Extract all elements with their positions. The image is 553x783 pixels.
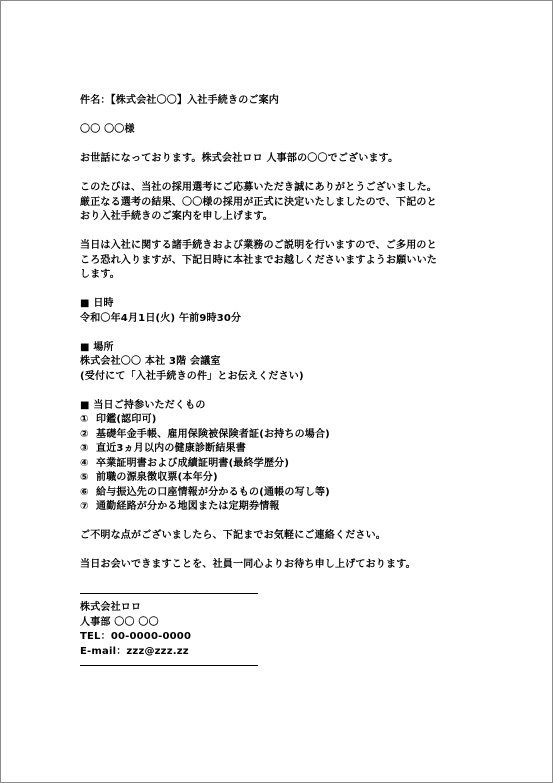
spacer <box>80 384 480 399</box>
list-item <box>80 413 480 428</box>
date-heading: ■ 日時 <box>80 298 114 309</box>
subject-line: 件名：【株式会社〇〇】入社手続きのご案内 <box>80 95 279 106</box>
item-number: ⑥ <box>80 486 89 498</box>
spacer <box>80 515 480 530</box>
letter-body <box>80 94 480 666</box>
list-item <box>80 471 480 486</box>
signature-email: E-mail：zzz@zzz.zz <box>80 645 189 657</box>
intro-line: このたびは、当社の採用選考にご応募いただき誠にありがとうございました。 <box>80 182 437 193</box>
item-text: 給与振込先の口座情報が分かるもの(通帳の写し等) <box>96 486 330 498</box>
item-text: 卒業証明書および成績証明書(最終学歴分) <box>96 457 290 469</box>
item-number: ⑤ <box>80 472 89 483</box>
intro-line: 厳正なる選考の結果、〇〇様の採用が正式に決定いたしましたので、下記のと <box>80 196 437 208</box>
place-note: (受付にて「入社手続きの件」とお伝えください) <box>80 370 304 382</box>
spacer <box>80 544 480 559</box>
place-value: 株式会社〇〇 本社 3階 会議室 <box>80 356 221 367</box>
item-number: ④ <box>80 457 89 469</box>
notice-line: ころ恐れ入りますが、下記日時に本社までお越しくださいますようお願いいた <box>80 254 437 266</box>
signature-department: 人事部 〇〇 〇〇 <box>80 616 159 628</box>
item-text: 基礎年金手帳、雇用保険被保険者証(お持ちの場合) <box>96 428 330 440</box>
list-item <box>80 500 480 515</box>
item-text: 通勤経路が分かる地図または定期券情報 <box>96 501 280 512</box>
item-text: 前職の源泉徴収票(本年分) <box>96 472 218 483</box>
spacer <box>80 573 480 588</box>
closing-text: 当日お会いできますことを、社員一同心よりお待ち申し上げております。 <box>80 559 416 570</box>
place-heading: ■ 場所 <box>80 341 114 353</box>
notice-line: します。 <box>80 269 120 280</box>
greeting-text: お世話になっております。株式会社ロロ 人事部の〇〇でございます。 <box>80 153 399 164</box>
spacer <box>80 167 480 182</box>
list-item <box>80 442 480 457</box>
list-item <box>80 428 480 443</box>
signature-company: 株式会社ロロ <box>80 602 142 613</box>
recipient-name: 〇〇 〇〇様 <box>80 124 135 135</box>
spacer <box>80 283 480 298</box>
spacer <box>80 138 480 153</box>
contact-note: ご不明な点がございましたら、下記までお気軽にご連絡ください。 <box>80 530 386 541</box>
spacer <box>80 109 480 124</box>
signature-divider-bottom <box>80 665 258 666</box>
item-number: ⑦ <box>80 501 89 512</box>
list-item <box>80 486 480 501</box>
spacer <box>80 326 480 341</box>
item-text: 印鑑(認印可) <box>96 414 157 425</box>
signature-tel: TEL：00-0000-0000 <box>80 631 192 642</box>
item-text: 直近3ヵ月以内の健康診断結果書 <box>96 443 246 454</box>
item-number: ① <box>80 414 89 425</box>
spacer <box>80 225 480 240</box>
date-value: 令和〇年4月1日(火) 午前9時30分 <box>80 312 242 324</box>
list-item <box>80 457 480 472</box>
item-number: ③ <box>80 443 89 454</box>
items-heading: ■ 当日ご持参いただくもの <box>80 399 206 411</box>
notice-line: 当日は入社に関する諸手続きおよび業務のご説明を行いますので、ご多用のと <box>80 240 437 251</box>
signature-divider-top <box>80 593 258 594</box>
item-number: ② <box>80 428 89 440</box>
intro-line: おり入社手続きのご案内を申し上げます。 <box>80 211 273 222</box>
